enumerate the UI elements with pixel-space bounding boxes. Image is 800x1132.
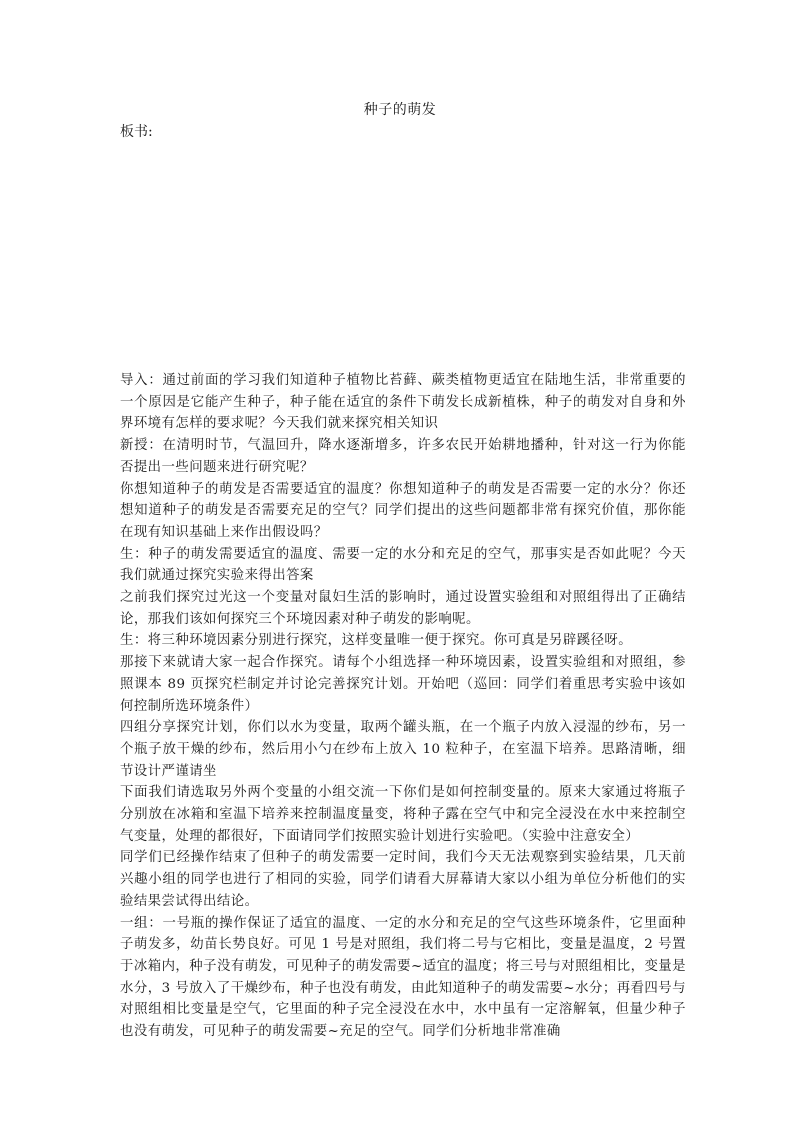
paragraph-questions: 你想知道种子的萌发是否需要适宜的温度？你想知道种子的萌发是否需要一定的水分？你还想知道种子的萌发是否需要充足的空气？同学们提出的这些问题都非常有探究价值，那你能在现有知识基础上来作出假设吗？ [120,481,686,540]
paragraph-other-groups: 下面我们请选取另外两个变量的小组交流一下你们是如何控制变量的。原来大家通过将瓶子分别放在冰箱和室温下培养来控制温度量变，将种子露在空气中和完全浸没在水中来控制空气变量，处理的都很好，下面请同学们按照实验计划进行实验吧。（实验中注意安全） [120,785,686,844]
paragraph-results-intro: 同学们已经操作结束了但种子的萌发需要一定时间，我们今天无法观察到实验结果，几天前兴趣小组的同学也进行了相同的实验，同学们请看大屏幕请大家以小组为单位分析他们的实验结果尝试得出结论。 [120,850,686,909]
paragraph-group-work: 那接下来就请大家一起合作探究。请每个小组选择一种环境因素，设置实验组和对照组，参照课本 89 页探究栏制定并讨论完善探究计划。开始吧（巡回：同学们着重思考实验中该如何控制所选环境条件） [120,655,686,714]
document-title: 种子的萌发 [363,102,437,118]
paragraph-student-hypothesis: 生：种子的萌发需要适宜的温度、需要一定的水分和充足的空气，那事实是否如此呢？今天我们就通过探究实验来得出答案 [120,546,686,584]
paragraph-group-four-plan: 四组分享探究计划，你们以水为变量，取两个罐头瓶，在一个瓶子内放入浸湿的纱布，另一个瓶子放干燥的纱布，然后用小勺在纱布上放入 10 粒种子，在室温下培养。思路清晰，细节设计严谨请坐 [120,720,686,779]
paragraph-group-one-analysis: 一组：一号瓶的操作保证了适宜的温度、一定的水分和充足的空气这些环境条件，它里面种子萌发多，幼苗长势良好。可见 1 号是对照组，我们将二号与它相比，变量是温度，2 号置于冰箱内，种子没有萌发，可见种子的萌发需要~适宜的温度；将三号与对照组相比，变量是水分，3 号放入了干燥纱布，种子也没有萌发，由此知道种子的萌发需要~水分；再看四号与对照组相比变量是空气，它里面的种子完全浸没在水中，水中虽有一定溶解氧，但量少种子也没有萌发，可见种子的萌发需要~充足的空气。同学们分析地非常准确 [120,915,686,1040]
paragraph-new-lesson: 新授：在清明时节，气温回升，降水逐渐增多，许多农民开始耕地播种，针对这一行为你能否提出一些问题来进行研究呢？ [120,438,686,475]
lesson-body [120,370,686,1043]
paragraph-intro: 导入：通过前面的学习我们知道种子植物比苔藓、蕨类植物更适宜在陆地生活，非常重要的一个原因是它能产生种子，种子能在适宜的条件下萌发长成新植株，种子的萌发对自身和外界环境有怎样的要求呢？今天我们就来探究相关知识 [120,373,686,432]
paragraph-student-answer: 生：将三种环境因素分别进行探究，这样变量唯一便于探究。你可真是另辟蹊径呀。 [120,633,633,649]
paragraph-prior-experiment: 之前我们探究过光这一个变量对鼠妇生活的影响时，通过设置实验组和对照组得出了正确结论，那我们该如何探究三个环境因素对种子萌发的影响呢。 [120,590,686,627]
blackboard-label: 板书: [120,124,153,140]
